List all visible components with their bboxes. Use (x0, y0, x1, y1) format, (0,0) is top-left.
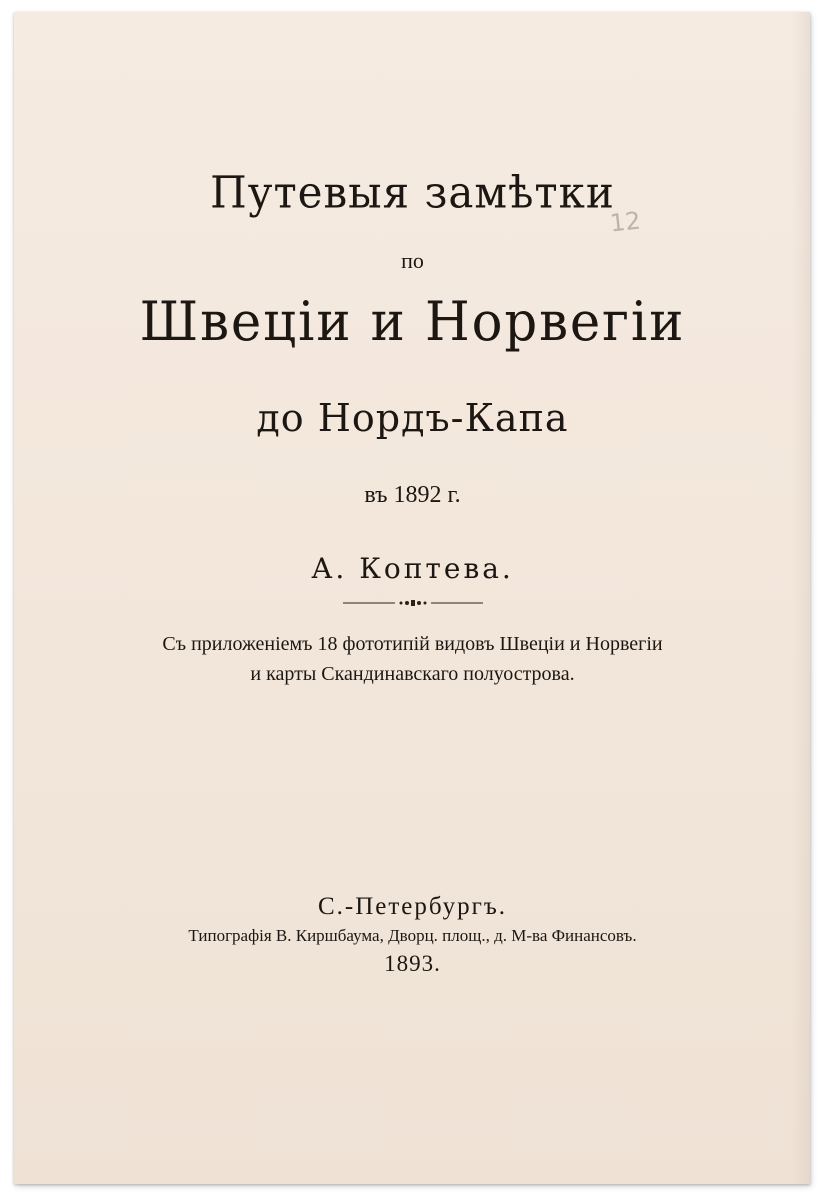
subtitle-line-2: и карты Скандинавскаго полуострова. (250, 663, 575, 685)
ornament-divider (343, 598, 483, 608)
title-destination: до Нордъ-Капа (256, 396, 569, 440)
book-title: Путевыя замѣтки (210, 166, 615, 219)
subtitle-line-1: Съ приложеніемъ 18 фототипій видовъ Швеціи и Норвегіи (162, 633, 663, 655)
title-countries: Швеціи и Норвегіи (139, 290, 686, 353)
publication-city: С.-Петербургъ. (317, 893, 508, 920)
printer-imprint: Типографія В. Киршбаума, Дворц. площ., д. М-ва Финансовъ. (188, 926, 637, 945)
travel-year: въ 1892 г. (364, 482, 461, 508)
pencil-margin-note: 12 (608, 206, 642, 238)
publication-year: 1893. (384, 951, 441, 976)
title-preposition: по (401, 248, 424, 273)
author-name: А. Коптева. (311, 552, 514, 585)
